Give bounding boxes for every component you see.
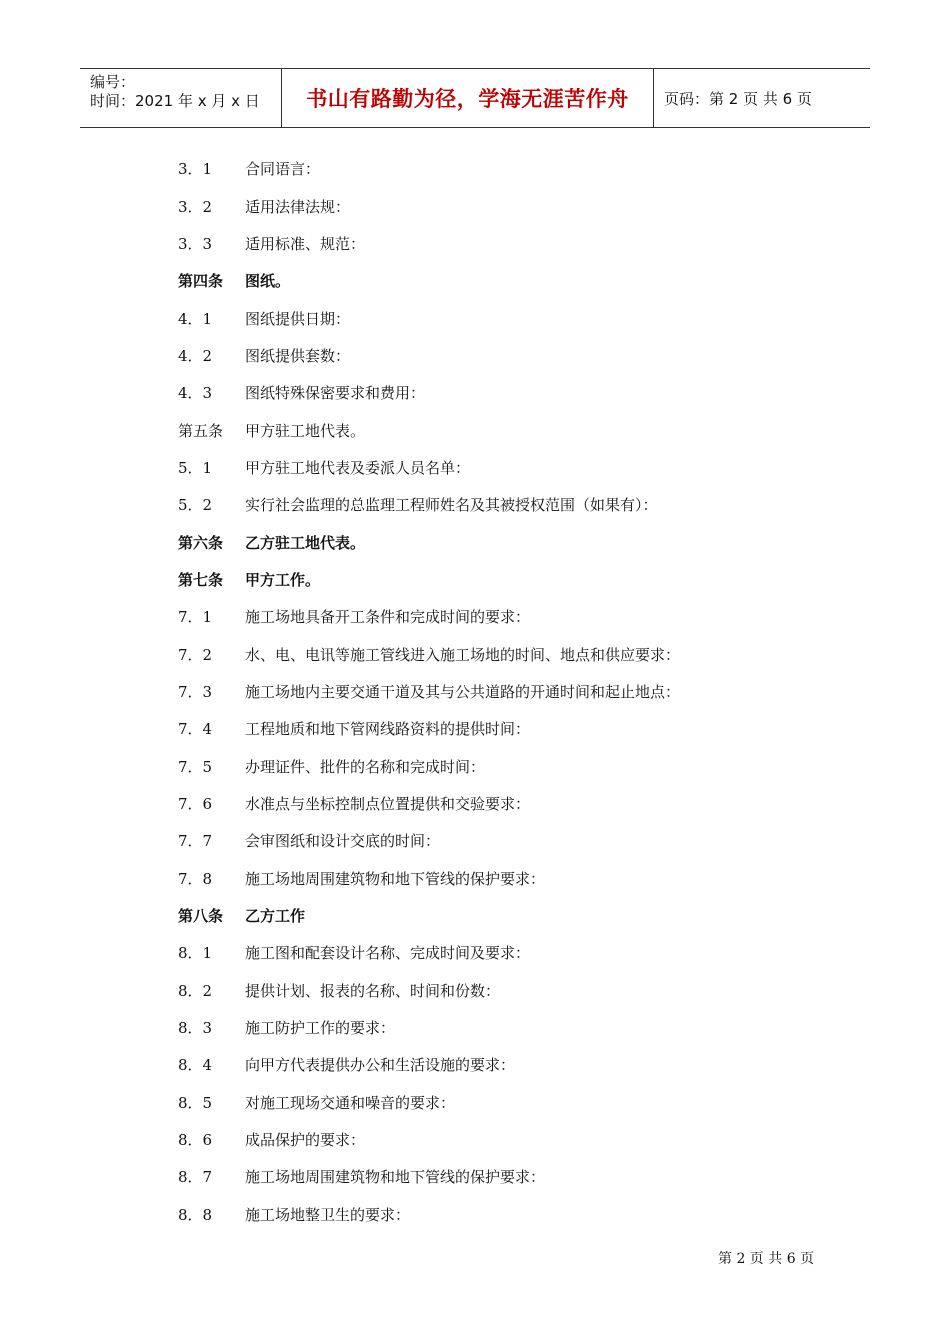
clause-text: 适用标准、规范： [245, 234, 366, 253]
clause-number: 第七条 [178, 570, 224, 589]
clause-number: 3．3 [178, 234, 213, 253]
clause-text: 提供计划、报表的名称、时间和份数： [245, 981, 501, 1000]
header-page-number: 页码：第 2 页 共 6 页 [664, 89, 812, 108]
clause-number: 5．2 [178, 496, 213, 515]
clause-number: 第六条 [178, 533, 224, 552]
clause-line [178, 486, 818, 523]
clause-text: 图纸。 [245, 272, 291, 291]
clause-number: 8．7 [178, 1168, 213, 1187]
clause-text: 施工场地周围建筑物和地下管线的保护要求： [245, 1168, 546, 1187]
serial-number-label: 编号： [90, 73, 136, 91]
clause-number: 8．4 [178, 1056, 213, 1075]
clause-text: 适用法律法规： [245, 197, 351, 216]
clause-line [178, 822, 818, 859]
clause-line [178, 523, 818, 560]
clause-line [178, 337, 818, 374]
clause-text: 合同语言： [245, 160, 321, 179]
clause-number: 4．2 [178, 346, 213, 365]
clause-line [178, 860, 818, 897]
clause-number: 8．2 [178, 981, 213, 1000]
clause-number: 7．3 [178, 682, 213, 701]
clause-number: 3．2 [178, 197, 213, 216]
clause-text: 会审图纸和设计交底的时间： [245, 832, 441, 851]
clause-number: 7．8 [178, 869, 213, 888]
clause-number: 8．1 [178, 944, 213, 963]
page-header [80, 68, 870, 128]
clause-text: 图纸特殊保密要求和费用： [245, 384, 426, 403]
clause-text: 水准点与坐标控制点位置提供和交验要求： [245, 795, 531, 814]
clause-text: 施工防护工作的要求： [245, 1019, 396, 1038]
clause-text: 成品保护的要求： [245, 1131, 366, 1150]
clause-text: 办理证件、批件的名称和完成时间： [245, 757, 486, 776]
clause-line [178, 1196, 818, 1233]
clause-line [178, 748, 818, 785]
clause-line [178, 785, 818, 822]
clause-number: 5．1 [178, 458, 213, 477]
clause-number: 4．3 [178, 384, 213, 403]
clause-text: 施工场地内主要交通干道及其与公共道路的开通时间和起止地点： [245, 682, 681, 701]
clause-line [178, 934, 818, 971]
clause-number: 7．4 [178, 720, 213, 739]
clause-line [178, 897, 818, 934]
date-label: 时间：2021 年 x 月 x 日 [90, 92, 260, 110]
clause-line [178, 225, 818, 262]
clause-line [178, 1121, 818, 1158]
clause-text: 向甲方代表提供办公和生活设施的要求： [245, 1056, 516, 1075]
clause-line [178, 262, 818, 299]
clause-line [178, 374, 818, 411]
clause-number: 7．5 [178, 757, 213, 776]
clause-number: 4．1 [178, 309, 213, 328]
clause-number: 7．6 [178, 795, 213, 814]
clause-line [178, 299, 818, 336]
clause-line [178, 150, 818, 187]
header-motto: 书山有路勤为径，学海无涯苦作舟 [282, 69, 654, 127]
clause-number: 7．2 [178, 645, 213, 664]
clause-line [178, 411, 818, 448]
clause-number: 3．1 [178, 160, 213, 179]
clause-text: 甲方工作。 [245, 570, 321, 589]
header-meta [80, 69, 282, 127]
clause-line [178, 635, 818, 672]
clause-text: 乙方驻工地代表。 [245, 533, 366, 552]
clause-text: 工程地质和地下管网线路资料的提供时间： [245, 720, 531, 739]
clause-text: 图纸提供套数： [245, 346, 351, 365]
clause-line [178, 1009, 818, 1046]
clause-line [178, 710, 818, 747]
clause-text: 实行社会监理的总监理工程师姓名及其被授权范围（如果有）： [245, 496, 658, 515]
footer-page-number: 第 2 页 共 6 页 [718, 1251, 815, 1267]
clause-text: 施工场地具备开工条件和完成时间的要求： [245, 608, 531, 627]
clause-number: 第四条 [178, 272, 224, 291]
clause-number: 第五条 [178, 421, 224, 440]
clause-number: 7．7 [178, 832, 213, 851]
clause-text: 乙方工作 [245, 907, 306, 926]
clause-text: 图纸提供日期： [245, 309, 351, 328]
clause-line [178, 1084, 818, 1121]
clause-text: 对施工现场交通和噪音的要求： [245, 1093, 456, 1112]
clause-text: 施工图和配套设计名称、完成时间及要求： [245, 944, 531, 963]
clause-line [178, 1046, 818, 1083]
clause-text: 甲方驻工地代表及委派人员名单： [245, 458, 471, 477]
clause-line [178, 1158, 818, 1195]
clause-number: 8．3 [178, 1019, 213, 1038]
clause-line [178, 449, 818, 486]
clause-number: 第八条 [178, 907, 224, 926]
clause-number: 8．6 [178, 1131, 213, 1150]
clause-line [178, 673, 818, 710]
clause-text: 水、电、电讯等施工管线进入施工场地的时间、地点和供应要求： [245, 645, 681, 664]
clause-line [178, 187, 818, 224]
clause-number: 8．8 [178, 1205, 213, 1224]
clause-line [178, 561, 818, 598]
clause-line [178, 972, 818, 1009]
clause-number: 7．1 [178, 608, 213, 627]
clause-number: 8．5 [178, 1093, 213, 1112]
clause-text: 施工场地周围建筑物和地下管线的保护要求： [245, 869, 546, 888]
clause-text: 甲方驻工地代表。 [245, 421, 366, 440]
clause-line [178, 598, 818, 635]
clause-text: 施工场地整卫生的要求： [245, 1205, 411, 1224]
document-body [178, 150, 818, 1233]
